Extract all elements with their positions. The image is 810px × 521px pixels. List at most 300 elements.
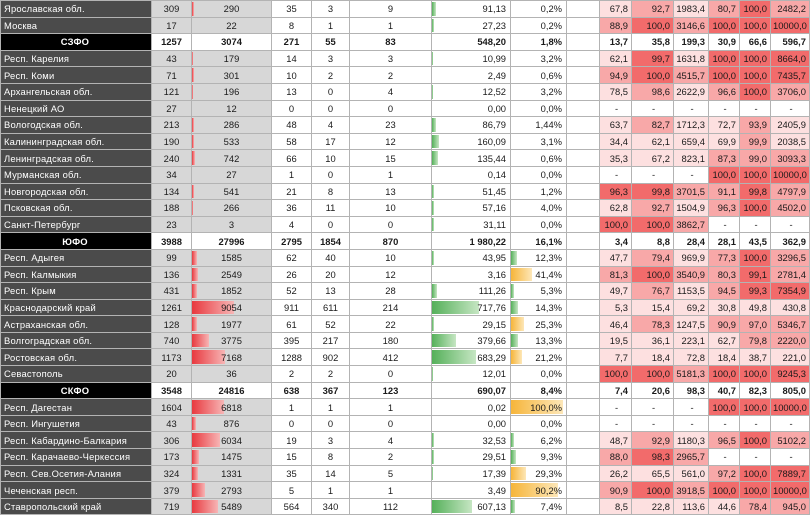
cell-c7: [432, 34, 511, 51]
cell-c8: [511, 67, 567, 84]
cell-value: 213: [163, 119, 180, 131]
cell-value: 14,3%: [535, 301, 562, 313]
spacer-cell: [567, 465, 600, 482]
cell-h1: [600, 366, 632, 383]
data-bar: [432, 151, 438, 165]
data-bar: [511, 500, 515, 514]
cell-value: 179: [223, 53, 240, 65]
cell-h6: [771, 216, 810, 233]
cell-value: Респ. Сев.Осетия-Алания: [4, 467, 122, 479]
cell-value: 683,29: [477, 351, 506, 363]
cell-value: 100,0: [743, 467, 767, 479]
cell-value: 43: [166, 418, 177, 430]
cell-c3: [192, 332, 272, 349]
cell-value: 367: [322, 384, 339, 396]
cell-c8: [511, 399, 567, 416]
cell-value: 4: [288, 219, 295, 231]
cell-value: 7,7: [614, 351, 628, 363]
region-name: [1, 266, 152, 283]
cell-h1: [600, 283, 632, 300]
cell-c7: [432, 332, 511, 349]
cell-c8: [511, 216, 567, 233]
cell-c4: [272, 50, 312, 67]
cell-value: 2793: [221, 484, 242, 496]
cell-value: 0: [387, 368, 394, 380]
cell-value: 3074: [221, 36, 242, 48]
cell-value: 71: [166, 69, 177, 81]
cell-value: 13: [325, 285, 336, 297]
cell-value: 86,79: [482, 119, 506, 131]
table-row: [1, 283, 810, 300]
cell-h3: [674, 482, 709, 499]
cell-value: 1,8%: [540, 36, 562, 48]
cell-c3: [192, 449, 272, 466]
cell-value: Респ. Крым: [4, 285, 56, 297]
cell-h4: [709, 1, 740, 18]
cell-c2: [152, 67, 192, 84]
cell-h1: [600, 415, 632, 432]
cell-value: 1261: [161, 301, 182, 313]
cell-value: 0: [288, 418, 295, 430]
cell-value: -: [651, 401, 656, 413]
cell-value: 5346,7: [777, 318, 806, 330]
cell-value: Респ. Адыгея: [4, 252, 65, 264]
cell-h3: [674, 349, 709, 366]
cell-c7: [432, 283, 511, 300]
cell-c3: [192, 399, 272, 416]
cell-c4: [272, 465, 312, 482]
cell-h4: [709, 216, 740, 233]
cell-value: 719: [163, 501, 180, 513]
cell-h2: [632, 332, 674, 349]
cell-h6: [771, 1, 810, 18]
cell-h2: [632, 117, 674, 134]
cell-value: 100,0: [646, 219, 670, 231]
cell-h6: [771, 465, 810, 482]
cell-c7: [432, 117, 511, 134]
region-name: [1, 399, 152, 416]
spacer-cell: [567, 332, 600, 349]
cell-value: 2795: [281, 235, 302, 247]
cell-value: 823,1: [681, 152, 705, 164]
cell-c7: [432, 366, 511, 383]
cell-h4: [709, 34, 740, 51]
cell-c6: [350, 266, 432, 283]
cell-c2: [152, 166, 192, 183]
cell-c8: [511, 1, 567, 18]
cell-c6: [350, 34, 432, 51]
cell-h4: [709, 482, 740, 499]
cell-value: 3775: [221, 335, 242, 347]
cell-c3: [192, 83, 272, 100]
cell-h6: [771, 498, 810, 515]
cell-value: 90,9: [609, 484, 628, 496]
cell-value: 3918,5: [676, 484, 705, 496]
cell-value: 309: [163, 3, 180, 15]
region-name: [1, 283, 152, 300]
cell-value: 3862,7: [676, 219, 705, 231]
cell-value: 180: [382, 335, 399, 347]
cell-h3: [674, 465, 709, 482]
cell-c3: [192, 465, 272, 482]
cell-c4: [272, 366, 312, 383]
cell-h1: [600, 83, 632, 100]
cell-c3: [192, 498, 272, 515]
cell-value: 9: [387, 3, 394, 15]
data-bar: [192, 201, 193, 215]
cell-value: 430,8: [782, 301, 806, 313]
cell-value: 0,2%: [540, 3, 562, 15]
region-name: [1, 166, 152, 183]
cell-value: Краснодарский край: [4, 301, 96, 313]
cell-value: 0: [387, 418, 394, 430]
cell-h4: [709, 432, 740, 449]
cell-value: 77,3: [717, 252, 736, 264]
cell-value: Ярославская обл.: [4, 3, 85, 15]
cell-value: 82,3: [748, 384, 767, 396]
cell-value: 1852: [221, 285, 242, 297]
cell-value: 20: [325, 268, 336, 280]
cell-value: Респ. Кабардино-Балкария: [4, 434, 127, 446]
cell-h6: [771, 415, 810, 432]
cell-value: 1: [387, 169, 394, 181]
cell-value: 2965,7: [676, 451, 705, 463]
cell-value: 9,3%: [540, 451, 562, 463]
cell-h5: [740, 166, 771, 183]
cell-h3: [674, 432, 709, 449]
cell-value: 271: [283, 36, 300, 48]
cell-h3: [674, 150, 709, 167]
cell-h1: [600, 67, 632, 84]
cell-value: 3: [327, 434, 334, 446]
cell-value: 94,9: [609, 69, 628, 81]
cell-value: 58: [286, 136, 297, 148]
cell-c6: [350, 498, 432, 515]
cell-c3: [192, 233, 272, 250]
cell-value: 10,99: [482, 53, 506, 65]
region-name: [1, 349, 152, 366]
spacer-cell: [567, 349, 600, 366]
cell-value: Севастополь: [4, 368, 63, 380]
cell-value: 0,0%: [540, 169, 562, 181]
cell-value: 100,0: [743, 169, 767, 181]
cell-c4: [272, 283, 312, 300]
cell-h4: [709, 498, 740, 515]
cell-h1: [600, 449, 632, 466]
cell-value: 2220,0: [777, 335, 806, 347]
cell-value: 28,4: [686, 235, 705, 247]
cell-value: 607,13: [477, 501, 506, 513]
cell-h4: [709, 449, 740, 466]
cell-value: -: [789, 418, 793, 430]
cell-value: 1180,3: [677, 434, 705, 446]
cell-c5: [312, 133, 350, 150]
spacer-cell: [567, 100, 600, 117]
cell-value: 17: [166, 19, 177, 31]
cell-h2: [632, 465, 674, 482]
cell-c3: [192, 150, 272, 167]
cell-value: 2: [387, 69, 394, 81]
cell-value: 96,3: [609, 185, 628, 197]
cell-value: -: [690, 401, 694, 413]
cell-value: 18,4: [651, 351, 670, 363]
cell-c7: [432, 382, 511, 399]
data-bar: [432, 500, 472, 514]
cell-value: Респ. Карелия: [4, 53, 70, 65]
cell-c8: [511, 266, 567, 283]
data-bar: [432, 467, 433, 481]
cell-value: 3,2%: [540, 86, 562, 98]
region-name: [1, 216, 152, 233]
cell-value: 1604: [161, 401, 182, 413]
cell-value: 0: [327, 102, 334, 114]
cell-c6: [350, 133, 432, 150]
cell-h2: [632, 200, 674, 217]
cell-h2: [632, 482, 674, 499]
cell-h2: [632, 50, 674, 67]
data-bar: [511, 268, 532, 282]
cell-value: 0,0%: [540, 418, 562, 430]
cell-value: 19,5: [609, 335, 628, 347]
cell-c3: [192, 415, 272, 432]
data-bar: [432, 2, 436, 16]
cell-c7: [432, 100, 511, 117]
cell-value: 1: [387, 401, 394, 413]
cell-value: 2482,2: [777, 3, 806, 15]
cell-c8: [511, 349, 567, 366]
data-bar: [432, 317, 434, 331]
cell-c6: [350, 249, 432, 266]
cell-h5: [740, 316, 771, 333]
cell-value: 57,16: [482, 202, 506, 214]
cell-value: Астраханская обл.: [4, 318, 89, 330]
cell-value: 63,7: [609, 119, 628, 131]
table-row: [1, 332, 810, 349]
cell-value: Ростовская обл.: [4, 351, 78, 363]
data-bar: [511, 301, 518, 315]
cell-c6: [350, 50, 432, 67]
cell-h3: [674, 17, 709, 34]
federal-district-row: [1, 34, 810, 51]
data-bar: [432, 334, 456, 348]
cell-value: -: [651, 418, 656, 430]
cell-value: -: [754, 418, 758, 430]
cell-value: 10000,0: [773, 401, 807, 413]
cell-value: 0,2%: [540, 19, 562, 31]
cell-c2: [152, 17, 192, 34]
cell-c6: [350, 465, 432, 482]
cell-value: 100,0: [743, 86, 767, 98]
cell-h1: [600, 266, 632, 283]
cell-value: 6,2%: [540, 434, 562, 446]
cell-value: -: [614, 401, 619, 413]
cell-c5: [312, 382, 350, 399]
cell-h5: [740, 233, 771, 250]
cell-c2: [152, 498, 192, 515]
cell-value: 22,8: [651, 501, 670, 513]
cell-h2: [632, 67, 674, 84]
cell-h5: [740, 465, 771, 482]
cell-value: 611: [323, 301, 338, 313]
cell-value: -: [614, 418, 619, 430]
data-bar: [192, 52, 193, 66]
cell-value: 10000,0: [773, 484, 807, 496]
cell-value: 67,2: [651, 152, 670, 164]
cell-h6: [771, 183, 810, 200]
cell-value: 9054: [221, 301, 242, 313]
table-row: [1, 449, 810, 466]
cell-value: 15: [385, 152, 396, 164]
cell-value: 5,3%: [540, 285, 562, 297]
cell-c5: [312, 465, 350, 482]
cell-h6: [771, 283, 810, 300]
cell-h6: [771, 482, 810, 499]
cell-value: 55: [325, 36, 336, 48]
cell-h4: [709, 133, 740, 150]
cell-value: 15,4: [651, 301, 670, 313]
federal-district-row: [1, 233, 810, 250]
cell-value: 1,2%: [540, 185, 562, 197]
cell-value: 66,6: [748, 36, 767, 48]
spacer-cell: [567, 316, 600, 333]
data-bar: [432, 251, 434, 265]
cell-value: 16,1%: [535, 235, 562, 247]
cell-c8: [511, 50, 567, 67]
cell-value: 28,1: [717, 235, 736, 247]
cell-value: 72,7: [717, 119, 736, 131]
cell-value: 1: [387, 484, 394, 496]
cell-value: 99,3: [748, 285, 767, 297]
cell-h4: [709, 67, 740, 84]
cell-value: 286: [223, 119, 240, 131]
cell-value: 3146,6: [676, 19, 705, 31]
cell-h1: [600, 482, 632, 499]
cell-h2: [632, 316, 674, 333]
cell-value: 1631,8: [676, 53, 705, 65]
cell-value: 100,0: [743, 368, 767, 380]
cell-value: 6818: [221, 401, 242, 413]
cell-value: 20: [166, 368, 177, 380]
cell-value: 3,16: [487, 268, 506, 280]
table-row: [1, 17, 810, 34]
cell-value: 13,3%: [535, 335, 562, 347]
cell-value: 62,8: [609, 202, 628, 214]
cell-h1: [600, 399, 632, 416]
data-bar: [432, 52, 433, 66]
data-bar: [432, 201, 434, 215]
region-name: [1, 34, 152, 51]
cell-value: 0,0%: [540, 219, 562, 231]
cell-value: 26,2: [609, 467, 628, 479]
cell-value: 128: [163, 318, 180, 330]
cell-h4: [709, 332, 740, 349]
cell-c7: [432, 17, 511, 34]
cell-value: 100,0: [712, 19, 736, 31]
cell-c8: [511, 366, 567, 383]
cell-h1: [600, 150, 632, 167]
cell-c5: [312, 34, 350, 51]
cell-value: 27,23: [482, 19, 506, 31]
cell-value: 4: [387, 86, 394, 98]
spacer-cell: [567, 67, 600, 84]
cell-value: 876: [223, 418, 240, 430]
cell-c5: [312, 316, 350, 333]
cell-value: 88,0: [609, 451, 628, 463]
cell-c8: [511, 332, 567, 349]
cell-value: 34,4: [609, 136, 628, 148]
cell-c8: [511, 465, 567, 482]
cell-c3: [192, 266, 272, 283]
cell-value: 18,4: [717, 351, 736, 363]
cell-value: 1: [288, 401, 295, 413]
cell-h6: [771, 432, 810, 449]
cell-c8: [511, 183, 567, 200]
cell-value: 24816: [218, 384, 245, 396]
cell-value: 2622,9: [676, 86, 705, 98]
cell-value: 23: [385, 119, 396, 131]
cell-h1: [600, 382, 632, 399]
cell-value: 97,2: [717, 467, 736, 479]
cell-value: 10: [286, 69, 297, 81]
cell-h5: [740, 17, 771, 34]
cell-value: 78,3: [651, 318, 670, 330]
cell-h3: [674, 249, 709, 266]
cell-h6: [771, 200, 810, 217]
cell-value: 99: [166, 252, 177, 264]
spacer-cell: [567, 283, 600, 300]
cell-c5: [312, 200, 350, 217]
cell-value: Ленинградская обл.: [4, 152, 95, 164]
cell-value: 0,00: [487, 102, 506, 114]
cell-c4: [272, 166, 312, 183]
region-name: [1, 498, 152, 515]
cell-value: 13: [385, 185, 396, 197]
cell-value: Респ. Коми: [4, 69, 55, 81]
cell-value: 1288: [281, 351, 302, 363]
cell-c5: [312, 482, 350, 499]
spacer-cell: [567, 249, 600, 266]
cell-c6: [350, 150, 432, 167]
region-name: [1, 233, 152, 250]
cell-c4: [272, 150, 312, 167]
cell-value: 100,0: [712, 401, 736, 413]
cell-value: 67,8: [609, 3, 628, 15]
cell-h4: [709, 399, 740, 416]
cell-c2: [152, 415, 192, 432]
cell-h3: [674, 83, 709, 100]
cell-value: 742: [223, 152, 240, 164]
cell-c6: [350, 332, 432, 349]
spacer-cell: [567, 299, 600, 316]
cell-c8: [511, 482, 567, 499]
cell-h2: [632, 498, 674, 515]
cell-c5: [312, 366, 350, 383]
spacer-cell: [567, 415, 600, 432]
cell-c3: [192, 200, 272, 217]
cell-h6: [771, 67, 810, 84]
spacer-cell: [567, 166, 600, 183]
cell-c2: [152, 50, 192, 67]
cell-value: 290: [223, 3, 240, 15]
cell-c5: [312, 67, 350, 84]
cell-c3: [192, 366, 272, 383]
cell-c5: [312, 1, 350, 18]
cell-h1: [600, 316, 632, 333]
cell-c6: [350, 117, 432, 134]
cell-value: 83: [385, 36, 396, 48]
cell-value: 7,4%: [540, 501, 562, 513]
cell-h5: [740, 366, 771, 383]
